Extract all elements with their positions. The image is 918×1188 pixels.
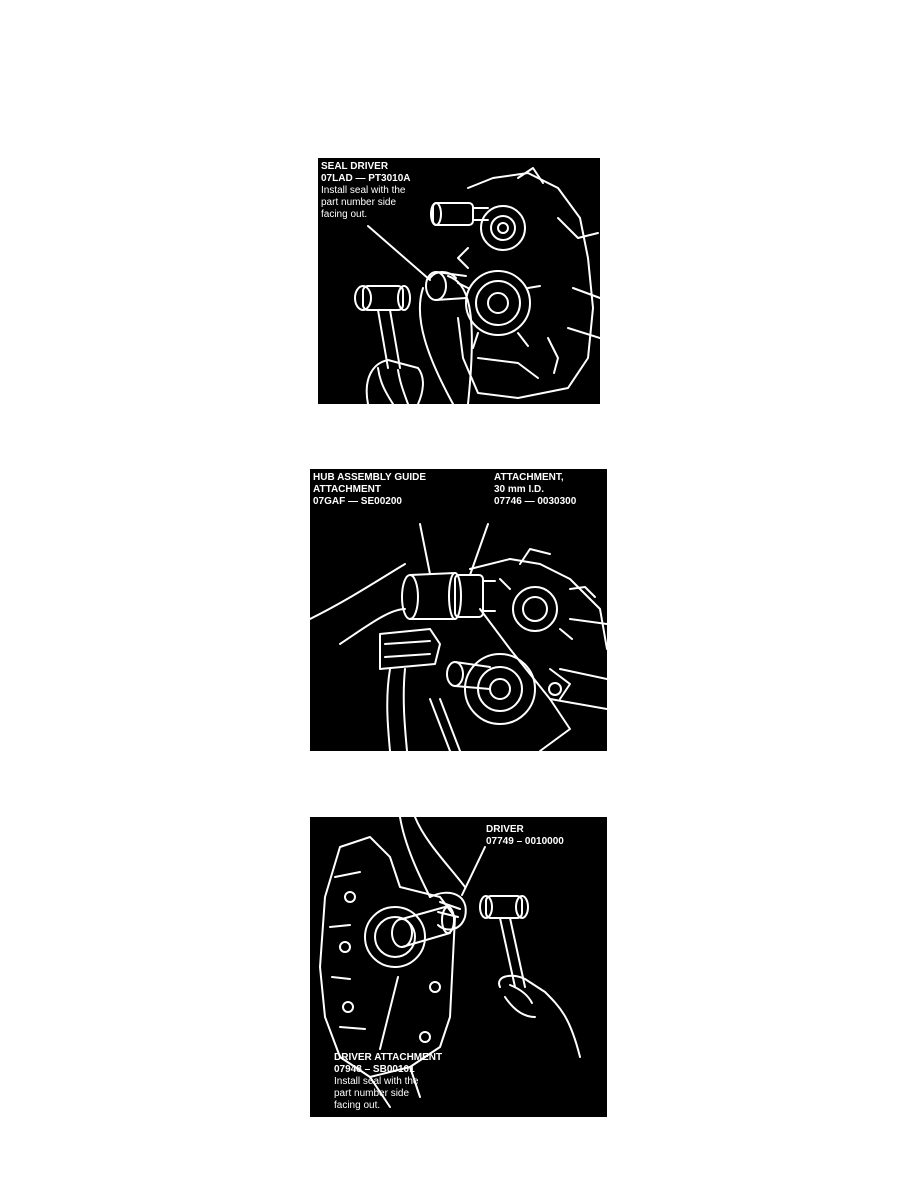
callout-line: part number side [334, 1088, 410, 1099]
callout-line: Install seal with the [321, 185, 406, 196]
callout-line: facing out. [321, 209, 368, 220]
figure-hub-assembly-guide [310, 469, 607, 751]
callout-line: ATTACHMENT [313, 484, 381, 495]
callout-line: 30 mm I.D. [494, 484, 545, 495]
callout-driver-attachment [334, 1052, 442, 1112]
figure-driver-attachment [310, 817, 607, 1117]
callout-line: SEAL DRIVER [321, 161, 389, 172]
callout-line: DRIVER [486, 824, 524, 835]
callout-seal-driver [321, 161, 410, 221]
callout-line: 07LAD — PT3010A [321, 173, 411, 184]
illustration-hub-guide-attachment [310, 469, 607, 751]
figure-seal-driver [318, 158, 600, 404]
callout-line: 07GAF — SE00200 [313, 496, 402, 507]
callout-hub-assembly-guide [313, 472, 426, 508]
callout-line: Install seal with the [334, 1076, 419, 1087]
callout-line: facing out. [334, 1100, 381, 1111]
callout-line: 07749 – 0010000 [486, 836, 564, 847]
callout-line: part number side [321, 197, 397, 208]
callout-driver [486, 824, 564, 848]
callout-line: DRIVER ATTACHMENT [334, 1052, 443, 1063]
callout-line: 07746 — 0030300 [494, 496, 577, 507]
callout-line: HUB ASSEMBLY GUIDE [313, 472, 426, 483]
callout-line: ATTACHMENT, [494, 472, 564, 483]
callout-attachment-30mm [494, 472, 576, 508]
callout-line: 07948 – SB00101 [334, 1064, 415, 1075]
